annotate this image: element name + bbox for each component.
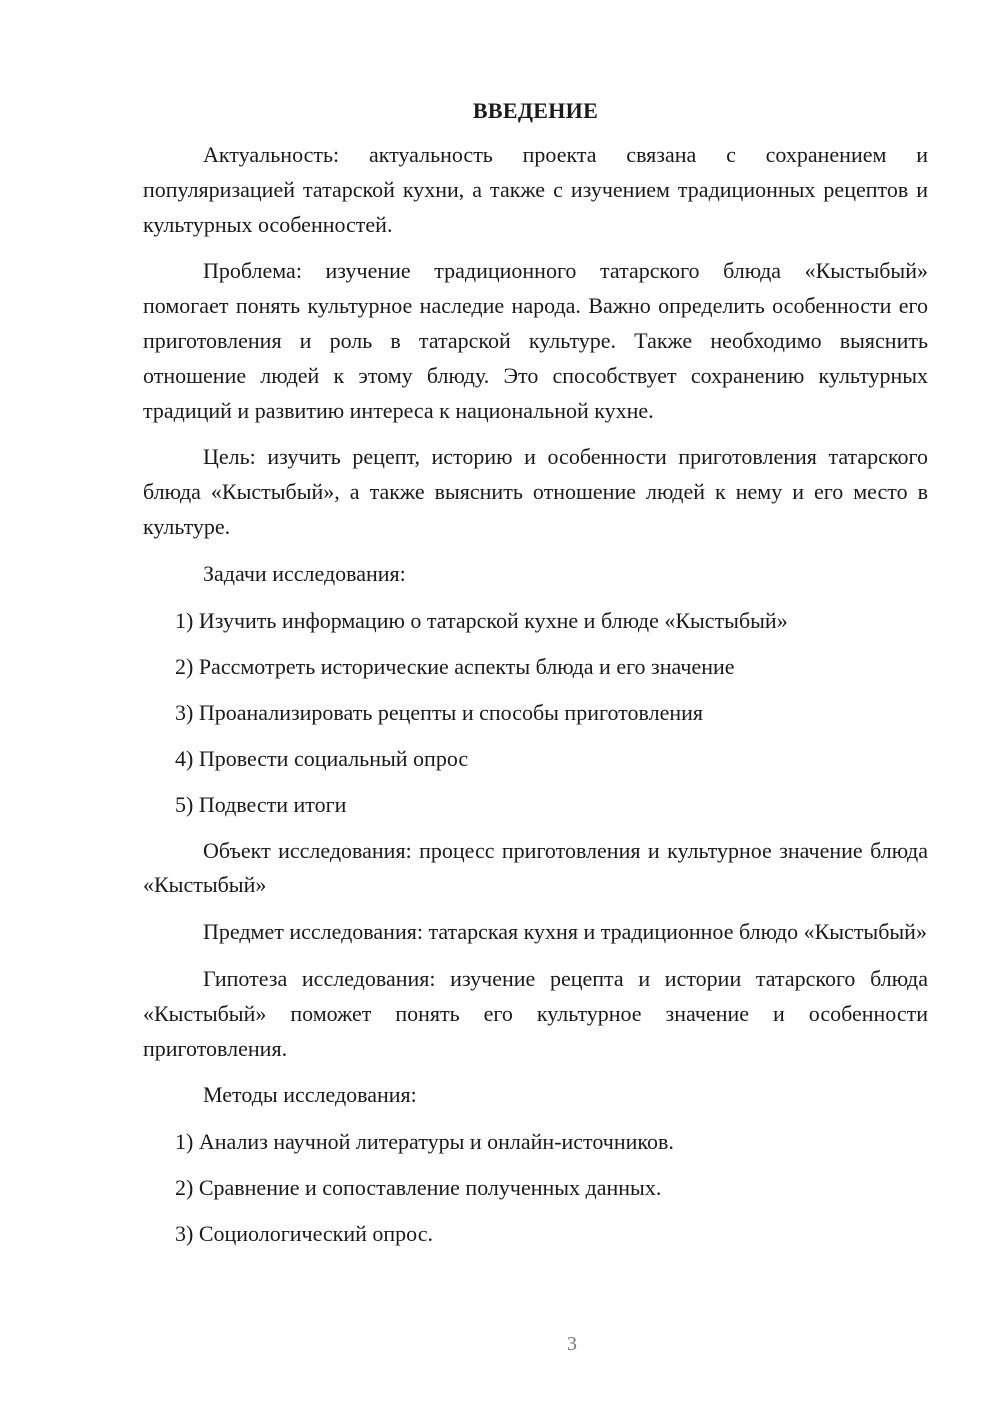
page-number: 3 [567,1333,577,1355]
goal-paragraph: Цель: изучить рецепт, историю и особенности приготовления татарского блюда «Кыстыбый», а также выяснить отношение людей к нему и его место в культуре. [143,444,928,539]
list-item: 2) Сравнение и сопоставление полученных данных. [175,1175,662,1201]
methods-heading: Методы исследования: [203,1082,417,1108]
list-item: 1) Анализ научной литературы и онлайн-источников. [175,1129,674,1155]
page-content [143,94,928,1251]
object-paragraph: Объект исследования: процесс приготовления и культурное значение блюда «Кыстыбый» [143,837,928,898]
page-title: ВВЕДЕНИЕ [472,98,599,123]
problem-paragraph: Проблема: изучение традиционного татарского блюда «Кыстыбый» помогает понять культурное наследие народа. Важно определить особенности его приготовления и роль в татарской культуре. Также необходимо выяснить отношение людей к этому блюду. Это способствует сохранению культурных традиций и развитию интереса к национальной кухне. [143,258,928,423]
list-item: 1) Изучить информацию о татарской кухне и блюде «Кыстыбый» [175,607,788,633]
hypothesis-paragraph: Гипотеза исследования: изучение рецепта и истории татарского блюда «Кыстыбый» поможет понять его культурное значение и особенности приготовления. [143,965,928,1061]
list-item: 3) Социологический опрос. [175,1221,433,1247]
list-item: 3) Проанализировать рецепты и способы приготовления [175,699,703,725]
subject-paragraph: Предмет исследования: татарская кухня и традиционное блюдо «Кыстыбый» [203,919,927,945]
list-item: 5) Подвести итоги [175,791,347,817]
tasks-list [143,604,928,822]
list-item: 4) Провести социальный опрос [175,745,469,771]
tasks-heading: Задачи исследования: [203,560,406,586]
list-item: 2) Рассмотреть исторические аспекты блюда и его значение [175,653,735,679]
relevance-paragraph: Актуальность: актуальность проекта связана с сохранением и популяризацией татарской кухни, а также с изучением традиционных рецептов и культурных особенностей. [143,142,928,237]
methods-list [143,1125,928,1251]
